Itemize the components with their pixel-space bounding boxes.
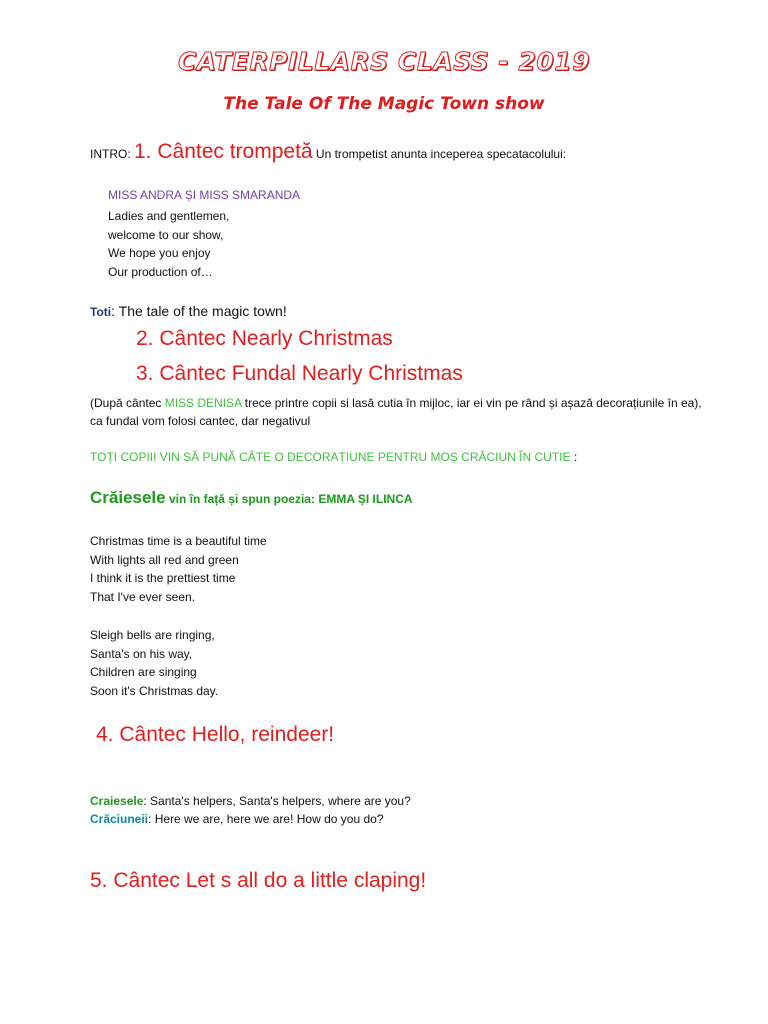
poem-line: Children are singing: [90, 665, 197, 679]
instruction-line-1: [90, 396, 702, 410]
instruction-part-2: trece printre copii si lasă cutia în mijloc, iar ei vin pe rând și așază decorațiunile în ea),: [241, 396, 702, 410]
song-3-title: 3. Cântec Fundal Nearly Christmas: [136, 362, 463, 385]
performers-andra-smaranda: MISS ANDRA ȘI MISS SMARANDA: [108, 188, 301, 202]
poem-line: That I've ever seen.: [90, 590, 196, 604]
poem-line: Christmas time is a beautiful time: [90, 534, 267, 548]
dialogue-speaker: Crăciuneii: [90, 812, 149, 826]
page-subtitle: The Tale Of The Magic Town show: [223, 94, 545, 114]
instruction-name: MISS DENISA: [164, 396, 242, 410]
song-4-title: 4. Cântec Hello, reindeer!: [96, 723, 335, 746]
craiesele-note: vin în față și spun poezia:: [165, 492, 319, 506]
verse-line: Our production of…: [108, 265, 213, 279]
verse-line: welcome to our show,: [108, 228, 224, 242]
song-2-title: 2. Cântec Nearly Christmas: [136, 327, 393, 350]
toti-text: : The tale of the magic town!: [111, 303, 287, 319]
all-children-text: TOȚI COPIII VIN SĂ PUNĂ CÂTE O DECORAȚIUNE PENTRU MOȘ CRĂCIUN ÎN CUTIE: [90, 450, 571, 464]
poem-line: I think it is the prettiest time: [90, 571, 236, 585]
poem-line: With lights all red and green: [90, 553, 239, 567]
intro-label: INTRO:: [90, 147, 134, 161]
poem-line: Sleigh bells are ringing,: [90, 628, 215, 642]
dialogue-line: [90, 794, 411, 808]
dialogue-text: : Here we are, here we are! How do you do?: [148, 812, 384, 826]
toti-speaker: Toti: [90, 305, 112, 319]
craiesele-intro-line: [90, 488, 413, 508]
verse-line: Ladies and gentlemen,: [108, 209, 230, 223]
intro-note: Un trompetist anunta inceperea specatacolului:: [312, 147, 567, 161]
instruction-part-1: (După cântec: [90, 396, 165, 410]
toti-line: [90, 303, 287, 321]
intro-song-title: 1. Cântec trompetă: [134, 140, 313, 163]
page-title: CATERPILLARS CLASS - 2019: [177, 47, 591, 76]
all-children-colon: :: [570, 450, 578, 464]
verse-line: We hope you enjoy: [108, 246, 211, 260]
poem-line: Santa's on his way,: [90, 647, 193, 661]
craiesele-heading: Crăiesele: [90, 488, 166, 507]
poem-line: Soon it's Christmas day.: [90, 684, 219, 698]
intro-line: [90, 140, 566, 164]
dialogue-speaker: Craiesele: [90, 794, 144, 808]
dialogue-line: [90, 812, 384, 826]
song-5-title: 5. Cântec Let s all do a little claping!: [90, 869, 427, 892]
instruction-line-2: ca fundal vom folosi cantec, dar negativul: [90, 414, 311, 428]
all-children-line: [90, 450, 577, 464]
craiesele-names: EMMA ȘI ILINCA: [318, 492, 413, 506]
dialogue-text: : Santa's helpers, Santa's helpers, where are you?: [143, 794, 411, 808]
